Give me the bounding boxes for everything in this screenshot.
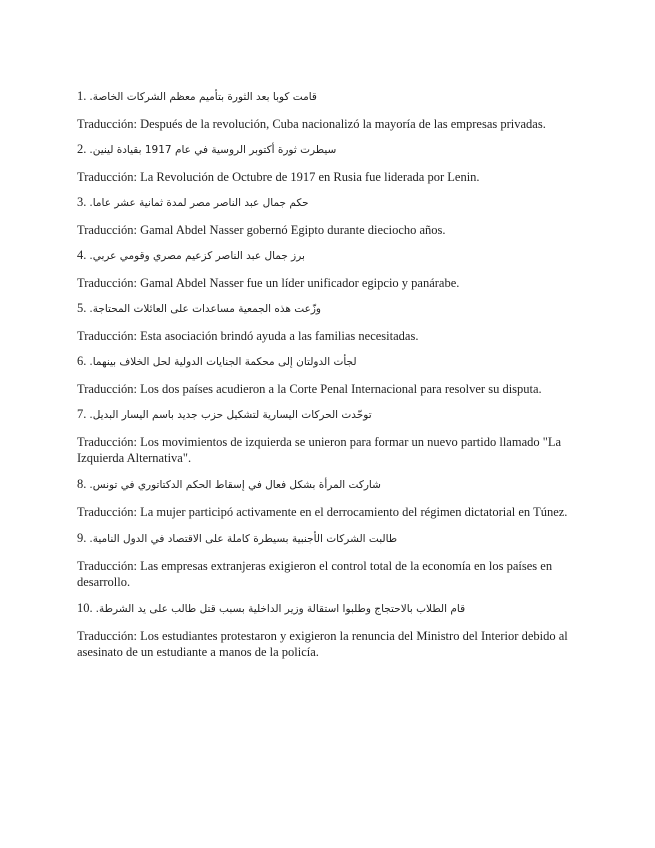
- arabic-text: طالبت الشركات الأجنبية بسيطرة كاملة على الاقتصاد في الدول النامية.: [89, 533, 398, 545]
- arabic-text: قام الطلاب بالاحتجاج وطلبوا استقالة وزير الداخلية بسبب قتل طالب على يد الشرطة.: [95, 603, 466, 615]
- translation-label: Traducción:: [77, 435, 137, 449]
- arabic-text: وزّعت هذه الجمعية مساعدات على العائلات المحتاجة.: [89, 303, 322, 315]
- sentence-item-9: [77, 528, 577, 590]
- translation-label: Traducción:: [77, 382, 137, 396]
- translation-label: Traducción:: [77, 223, 137, 237]
- translation-text: Los movimientos de izquierda se unieron para formar un nuevo partido llamado "La Izquierda Alternativa".: [77, 435, 562, 465]
- item-number: 4.: [77, 248, 87, 262]
- translation: [77, 169, 577, 185]
- translation-label: Traducción:: [77, 329, 137, 343]
- arabic-text: توحّدت الحركات اليسارية لتشكيل حزب جديد باسم اليسار البديل.: [89, 409, 372, 421]
- arabic-text: شاركت المرأة بشكل فعال في إسقاط الحكم الدكتاتوري في تونس.: [89, 479, 381, 491]
- translation: [77, 328, 577, 344]
- item-number: 8.: [77, 477, 87, 491]
- translation-label: Traducción:: [77, 505, 137, 519]
- translation-text: La mujer participó activamente en el derrocamiento del régimen dictatorial en Túnez.: [140, 505, 568, 519]
- sentence-item-8: [77, 474, 577, 520]
- arabic-sentence: [77, 528, 577, 548]
- translation-label: Traducción:: [77, 170, 137, 184]
- arabic-sentence: [77, 474, 577, 494]
- item-number: 6.: [77, 354, 87, 368]
- arabic-text: برز جمال عبد الناصر كزعيم مصري وقومي عربي.: [89, 250, 305, 262]
- arabic-text: قامت كوبا بعد الثورة بتأميم معظم الشركات الخاصة.: [89, 91, 317, 103]
- item-number: 5.: [77, 301, 87, 315]
- translation: [77, 434, 577, 466]
- arabic-sentence: [77, 245, 577, 265]
- arabic-text: حكم جمال عبد الناصر مصر لمدة ثمانية عشر عاما.: [89, 197, 309, 209]
- item-number: 3.: [77, 195, 87, 209]
- translation-label: Traducción:: [77, 629, 137, 643]
- sentence-item-5: [77, 298, 577, 344]
- arabic-sentence: [77, 298, 577, 318]
- sentence-item-10: [77, 598, 577, 660]
- sentence-item-2: [77, 139, 577, 185]
- arabic-text: سيطرت ثورة أكتوبر الروسية في عام 1917 بقيادة لينين.: [89, 144, 337, 156]
- translation-text: Gamal Abdel Nasser gobernó Egipto durante dieciocho años.: [140, 223, 446, 237]
- translation: [77, 628, 577, 660]
- arabic-sentence: [77, 86, 577, 106]
- item-number: 10.: [77, 601, 93, 615]
- sentence-item-3: [77, 192, 577, 238]
- arabic-sentence: [77, 598, 577, 618]
- translation-label: Traducción:: [77, 276, 137, 290]
- arabic-sentence: [77, 192, 577, 212]
- translation-text: Esta asociación brindó ayuda a las familias necesitadas.: [140, 329, 419, 343]
- document-body: [77, 86, 577, 668]
- arabic-sentence: [77, 139, 577, 159]
- translation: [77, 504, 577, 520]
- sentence-item-4: [77, 245, 577, 291]
- item-number: 2.: [77, 142, 87, 156]
- sentence-item-6: [77, 351, 577, 397]
- arabic-sentence: [77, 351, 577, 371]
- translation: [77, 275, 577, 291]
- item-number: 1.: [77, 89, 87, 103]
- sentence-item-1: [77, 86, 577, 132]
- translation-text: Los estudiantes protestaron y exigieron la renuncia del Ministro del Interior debido al asesinato de un estudiante a manos de la policía.: [77, 629, 568, 659]
- translation-text: La Revolución de Octubre de 1917 en Rusia fue liderada por Lenin.: [140, 170, 480, 184]
- item-number: 9.: [77, 531, 87, 545]
- arabic-text: لجأت الدولتان إلى محكمة الجنايات الدولية لحل الخلاف بينهما.: [89, 356, 357, 368]
- translation: [77, 222, 577, 238]
- translation-text: Gamal Abdel Nasser fue un líder unificador egipcio y panárabe.: [140, 276, 460, 290]
- translation: [77, 381, 577, 397]
- sentence-item-7: [77, 404, 577, 466]
- translation-text: Los dos países acudieron a la Corte Penal Internacional para resolver su disputa.: [140, 382, 542, 396]
- translation-label: Traducción:: [77, 117, 137, 131]
- item-number: 7.: [77, 407, 87, 421]
- translation-label: Traducción:: [77, 559, 137, 573]
- translation: [77, 116, 577, 132]
- translation-text: Las empresas extranjeras exigieron el control total de la economía en los países en desarrollo.: [77, 559, 553, 589]
- arabic-sentence: [77, 404, 577, 424]
- translation-text: Después de la revolución, Cuba nacionalizó la mayoría de las empresas privadas.: [140, 117, 546, 131]
- translation: [77, 558, 577, 590]
